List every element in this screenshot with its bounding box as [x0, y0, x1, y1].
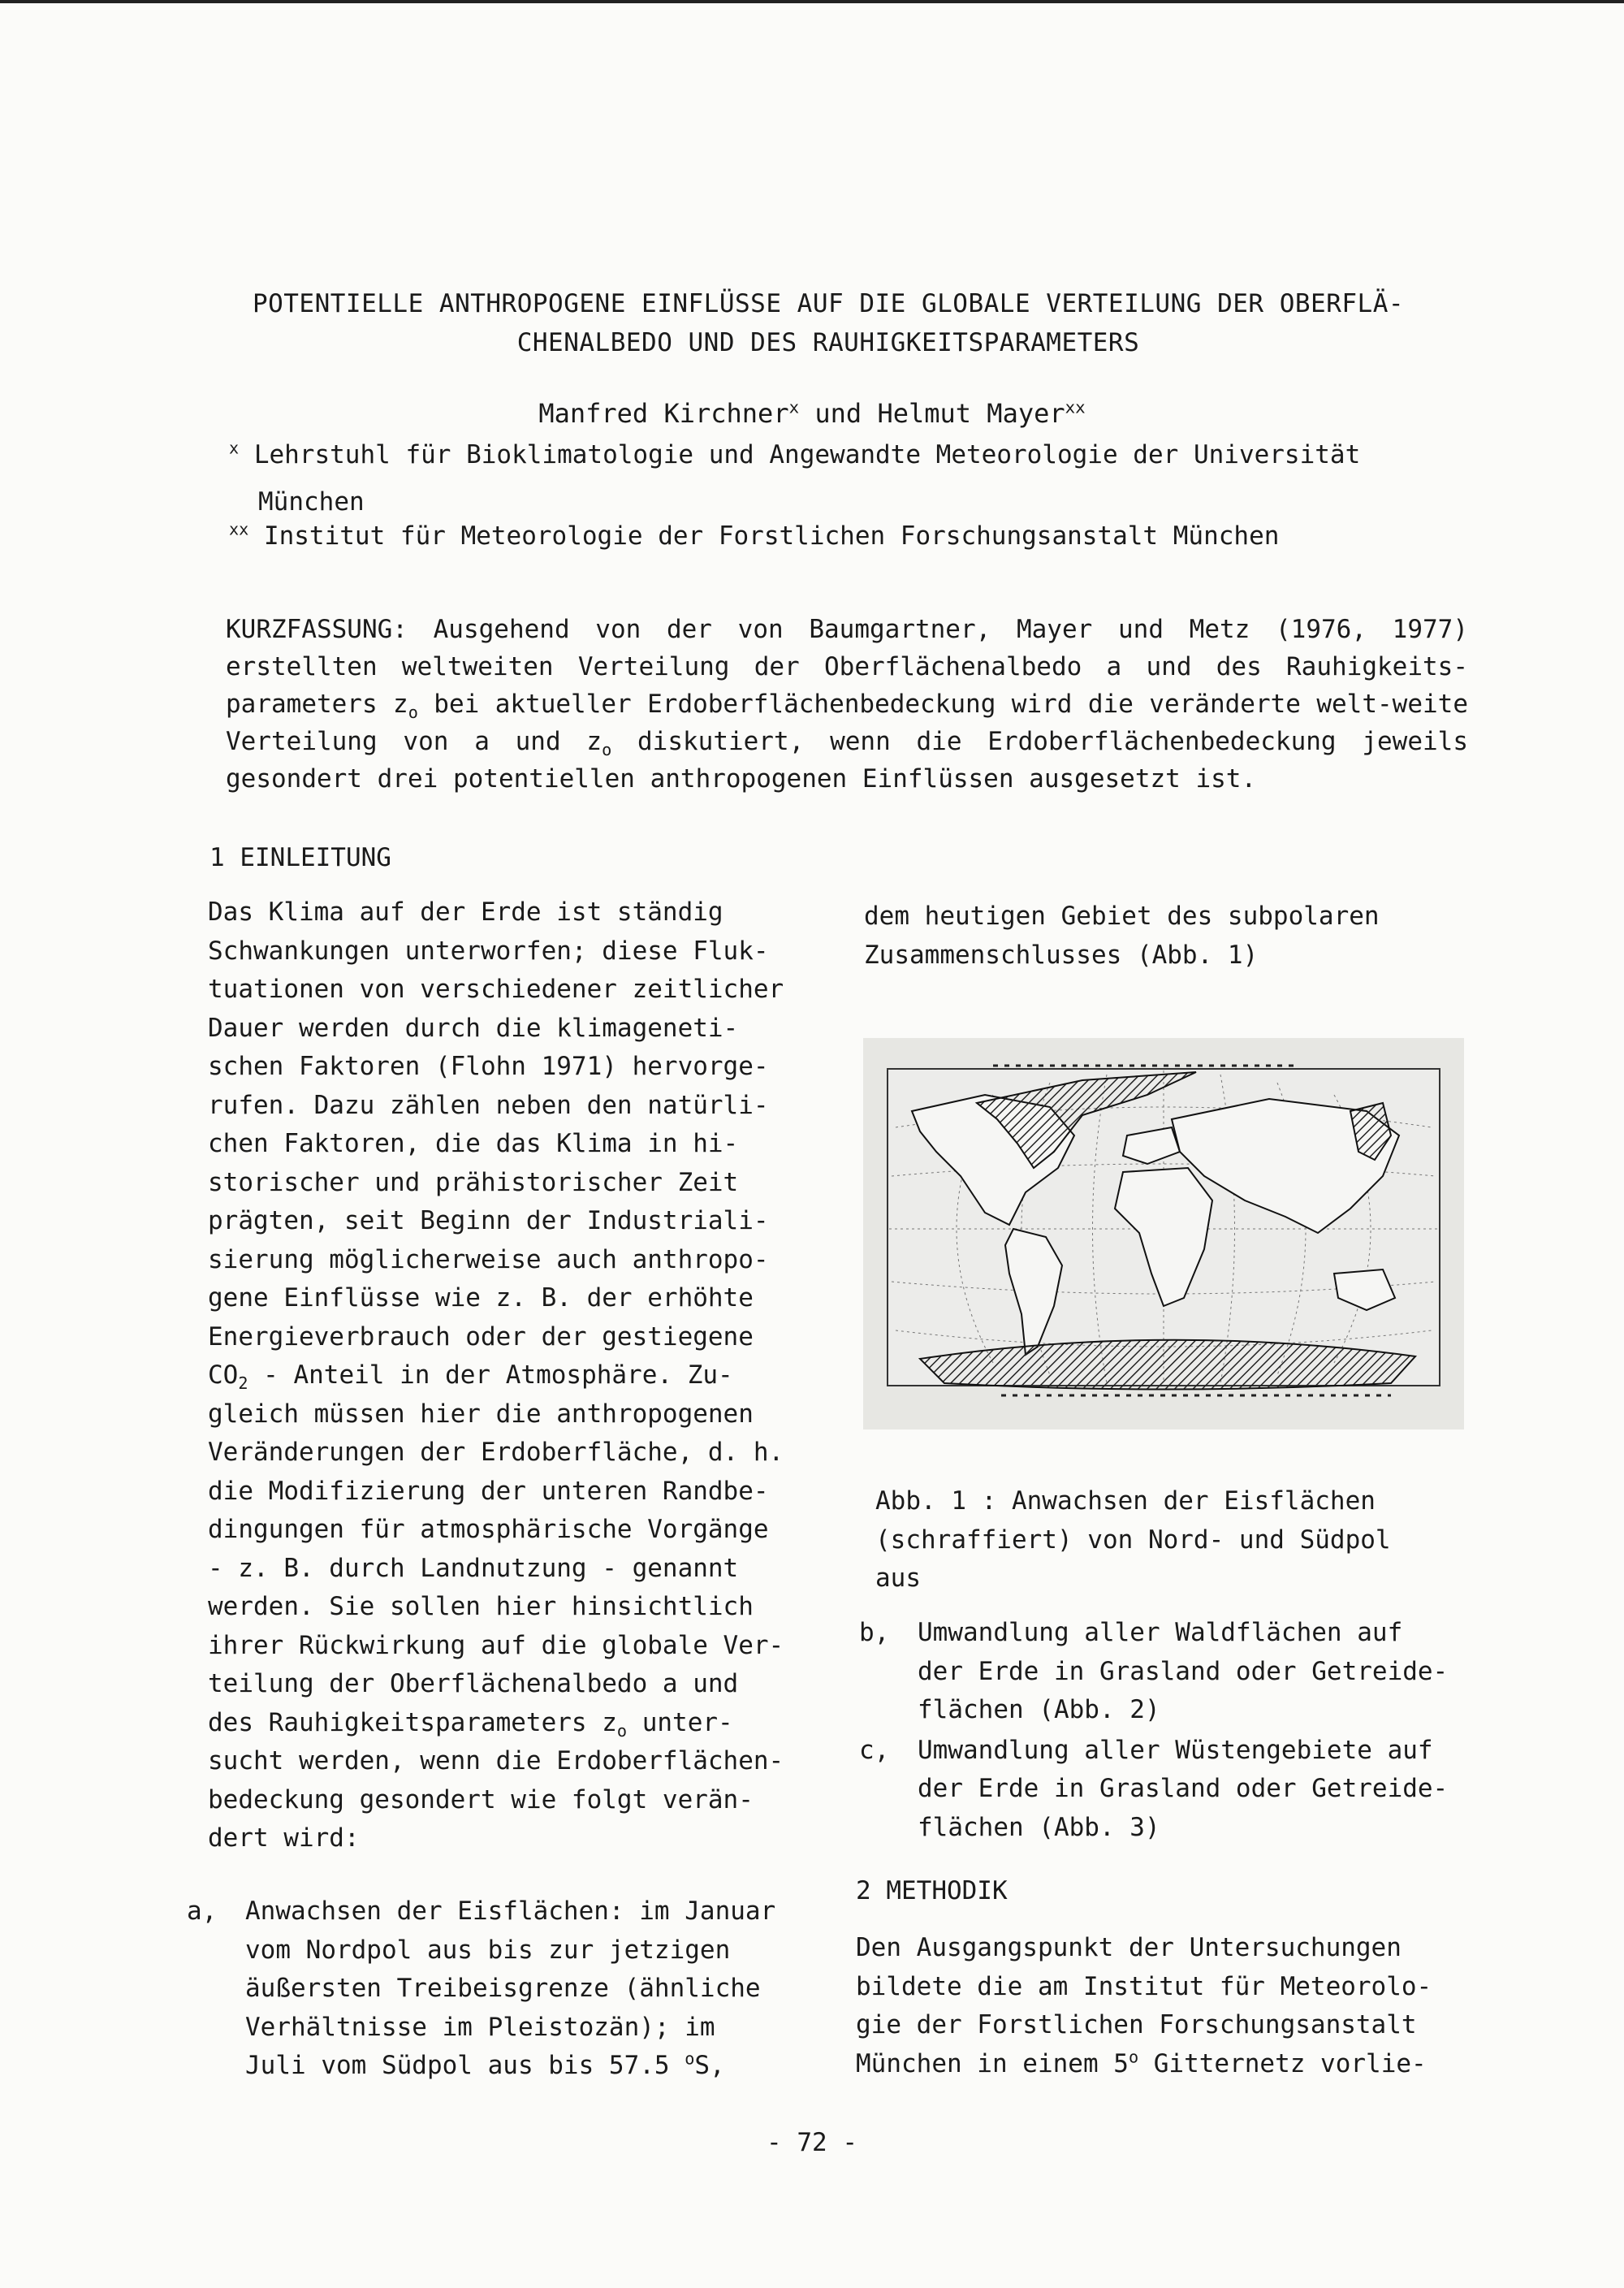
item-a-degree: o	[685, 2048, 695, 2069]
affiliation-2-text: Institut für Meteorologie der Forstlichen Forschungsanstalt München	[263, 521, 1280, 551]
methodik-last-line	[856, 2045, 1473, 2084]
list-mark-c: c,	[859, 1735, 890, 1765]
methodik-text	[856, 1929, 1473, 2083]
text-line: teilung der Oberflächenalbedo a und	[208, 1669, 739, 1698]
list-mark-b: b,	[859, 1618, 890, 1647]
text-line: der Erde in Grasland oder Getreide-	[918, 1774, 1449, 1803]
text-line: werden. Sie sollen hier hinsichtlich	[208, 1592, 754, 1621]
text-line: - z. B. durch Landnutzung - genannt	[208, 1553, 739, 1583]
text-line: sucht werden, wenn die Erdoberflächen-	[208, 1746, 784, 1775]
co2-line	[208, 1356, 821, 1395]
world-map-graphic	[863, 1038, 1464, 1429]
top-border	[0, 0, 1624, 3]
text-line: ihrer Rückwirkung auf die globale Ver-	[208, 1630, 784, 1660]
text-line: prägten, seit Beginn der Industriali-	[208, 1206, 769, 1235]
figure-world-map	[863, 1038, 1464, 1429]
z0-pre: des Rauhigkeitsparameters z	[208, 1707, 617, 1737]
text-line: Dauer werden durch die klimageneti-	[208, 1013, 739, 1043]
text-line: schen Faktoren (Flohn 1971) hervorge-	[208, 1052, 769, 1081]
paper-title	[162, 284, 1494, 362]
text-line: Verhältnisse im Pleistozän); im	[245, 2012, 715, 2042]
author-2-mark: xx	[1065, 397, 1086, 417]
text-line: Das Klima auf der Erde ist ständig	[208, 897, 723, 927]
text-line: dert wird:	[208, 1823, 360, 1853]
text-line: der Erde in Grasland oder Getreide-	[918, 1656, 1449, 1686]
text-line: Zusammenschlusses (Abb. 1)	[864, 940, 1259, 970]
methodik-last-pre: München in einem 5	[856, 2048, 1129, 2078]
caption-line: Abb. 1 : Anwachsen der Eisflächen	[875, 1486, 1376, 1516]
abstract-sub-2: o	[602, 740, 612, 760]
z0-line	[208, 1704, 821, 1743]
left-column-text	[208, 893, 821, 1858]
text-line: bedeckung gesondert wie folgt verän-	[208, 1784, 754, 1814]
text-line: dem heutigen Gebiet des subpolaren	[864, 902, 1380, 931]
title-line-1: POTENTIELLE ANTHROPOGENE EINFLÜSSE AUF DIE GLOBALE VERTEILUNG DER OBERFLÄ-	[252, 289, 1405, 318]
page-number: - 72 -	[767, 2128, 857, 2157]
text-line: Veränderungen der Erdoberfläche, d. h.	[208, 1438, 784, 1467]
affiliation-1-line-2: München	[258, 487, 365, 517]
co2-sub: 2	[238, 1373, 248, 1394]
author-1-mark: x	[788, 397, 800, 417]
text-line: sierung möglicherweise auch anthropo-	[208, 1244, 769, 1274]
text-line: Umwandlung aller Wüstengebiete auf	[918, 1735, 1433, 1765]
caption-line: (schraffiert) von Nord- und Südpol	[875, 1525, 1391, 1555]
z0-sub: o	[616, 1720, 628, 1741]
text-line: flächen (Abb. 3)	[918, 1812, 1160, 1842]
text-line: gleich müssen hier die anthropogenen	[208, 1399, 754, 1429]
text-line: tuationen von verschiedener zeitlicher	[208, 975, 784, 1004]
text-line: dingungen für atmosphärische Vorgänge	[208, 1515, 769, 1544]
list-items-b-c	[859, 1614, 1468, 1847]
caption-line: aus	[875, 1564, 921, 1593]
affiliation-1	[229, 439, 1360, 471]
section-heading-einleitung: 1 EINLEITUNG	[209, 843, 391, 872]
item-a-last-post: S,	[694, 2051, 725, 2080]
methodik-degree: o	[1128, 2047, 1139, 2067]
text-line: Den Ausgangspunkt der Untersuchungen	[856, 1933, 1402, 1962]
text-line: gie der Forstlichen Forschungsanstalt	[856, 2010, 1417, 2039]
item-a-last-pre: Juli vom Südpol aus bis 57.5	[245, 2051, 685, 2080]
text-line: Umwandlung aller Waldflächen auf	[918, 1618, 1403, 1647]
text-line: Anwachsen der Eisflächen: im Januar	[245, 1897, 776, 1926]
co2-pre: CO	[208, 1360, 239, 1390]
methodik-last-post: Gitternetz vorlie-	[1138, 2048, 1427, 2078]
z0-post: unter-	[627, 1707, 733, 1737]
figure-caption	[875, 1482, 1460, 1598]
text-line: Energieverbrauch oder der gestiegene	[208, 1321, 754, 1352]
text-line: gene Einflüsse wie z. B. der erhöhte	[208, 1283, 754, 1313]
abstract-part-1: KURZFASSUNG: Ausgehend von der von Baumgartner, Mayer und Metz (1976, 1977) erstellten weltweiten Verteilung der Oberflächenalbedo a und des Rauhigkeits-parameters z	[226, 615, 1468, 719]
affiliation-1-mark: x	[229, 438, 240, 458]
abstract	[226, 611, 1468, 798]
text-line: bildete die am Institut für Meteorolo-	[856, 1971, 1432, 2001]
author-connector: und Helmut Mayer	[799, 398, 1065, 429]
right-column-top	[864, 897, 1457, 975]
affiliation-2-mark: xx	[229, 519, 249, 539]
list-mark-a: a,	[187, 1897, 218, 1926]
author-1: Manfred Kirchner	[538, 398, 789, 429]
text-line: vom Nordpol aus bis zur jetzigen	[245, 1935, 731, 1965]
list-item-a	[187, 1892, 820, 2086]
abstract-part-3: diskutiert, wenn die Erdoberflächenbedeckung jeweils gesondert drei potentiellen anthropogenen Einflüssen ausgesetzt ist.	[226, 727, 1468, 794]
text-line: storischer und prähistorischer Zeit	[208, 1167, 739, 1197]
section-heading-methodik: 2 METHODIK	[856, 1876, 1008, 1905]
list-item-b	[859, 1614, 1468, 1730]
text-line: chen Faktoren, die das Klima in hi-	[208, 1129, 739, 1158]
authors	[0, 398, 1624, 429]
text-line: flächen (Abb. 2)	[918, 1695, 1160, 1724]
title-line-2: CHENALBEDO UND DES RAUHIGKEITSPARAMETERS	[516, 328, 1140, 357]
text-line: rufen. Dazu zählen neben den natürli-	[208, 1090, 769, 1120]
item-a-last-line	[245, 2047, 775, 2086]
abstract-part-2: bei aktueller Erdoberflächenbedeckung wird die veränderte welt-weite Verteilung von a und z	[226, 690, 1468, 756]
text-line: Schwankungen unterworfen; diese Fluk-	[208, 936, 769, 966]
abstract-sub-1: o	[408, 703, 418, 723]
affiliation-2	[229, 520, 1279, 552]
text-line: die Modifizierung der unteren Randbe-	[208, 1476, 769, 1506]
affiliation-1-line-1: Lehrstuhl für Bioklimatologie und Angewandte Meteorologie der Universität	[253, 440, 1361, 469]
text-line: äußersten Treibeisgrenze (ähnliche	[245, 1974, 761, 2003]
co2-post: - Anteil in der Atmosphäre. Zu-	[248, 1360, 733, 1390]
list-item-c	[859, 1732, 1468, 1848]
